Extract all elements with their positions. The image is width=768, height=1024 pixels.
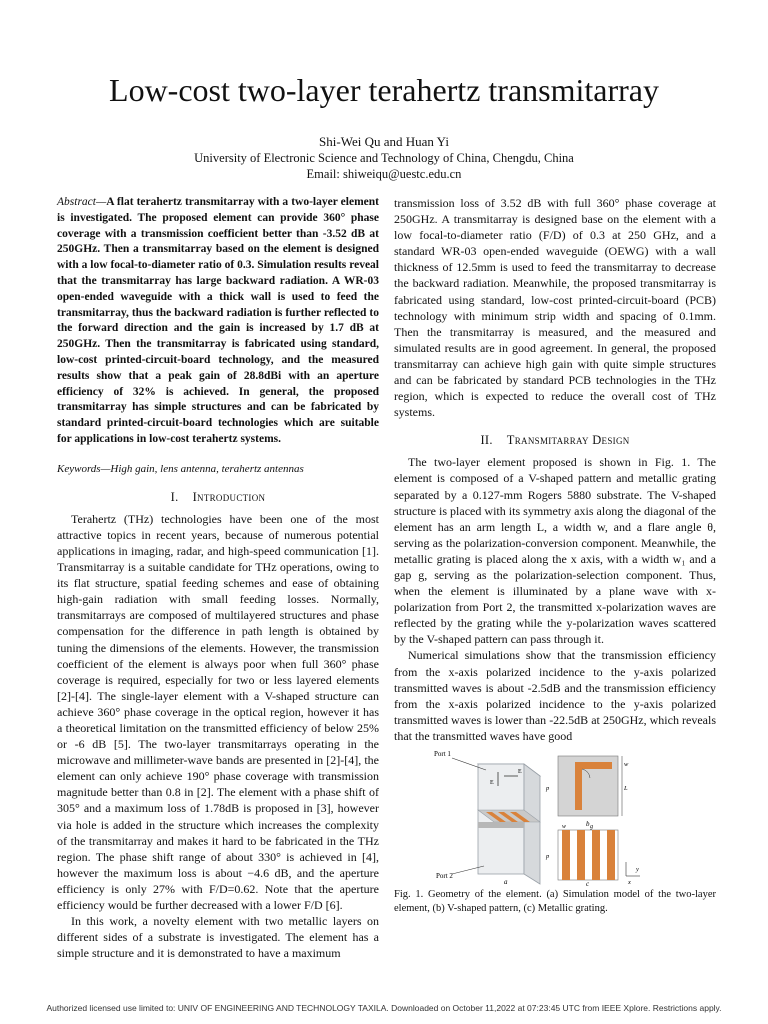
figure-1 [394, 750, 716, 886]
design-paragraph-2: Numerical simulations show that the transmission efficiency from the x-axis polarized incidence to the y-axis polarized transmitted waves is about -2.5dB and the transmission efficiency from the x-axis polarized incidence to the y-axis polarized transmitted waves is lower than -22.5dB at 250GHz, which reveals that the transmitted waves have good [394, 648, 716, 743]
dim-p-label-c: p [546, 853, 550, 860]
dim-g-label: g [590, 824, 593, 830]
figure-1-graphic [394, 750, 716, 886]
grating-strip-c [592, 830, 600, 880]
grating-strip-c [607, 830, 615, 880]
section-number: II. [480, 433, 493, 448]
design-paragraph-1: The two-layer element proposed is shown in Fig. 1. The element is composed of a V-shaped pattern and metallic grating separated by a 0.127-mm Rogers 5880 substrate. The V-shaped structure is placed with its symmetry axis along the diagonal of the element has an arm length L, a width w, and a flare angle θ, serving as the polarization-conversion component. Meanwhile, the metallic grating is placed along the x axis, with a width w₁ and a gap g, serving as the polarization-selection component. Thus, when the element is illuminated by a plane wave with x-polarization from Port 2, the transmitted x-polarization waves are reflected by the grating while the y-polarization waves scattered by the V-shaped pattern can pass through it. [394, 455, 716, 647]
v-shaped-pattern [545, 756, 629, 828]
right-column [394, 195, 716, 916]
subfig-label-b: b [586, 820, 590, 828]
substrate-edge [478, 822, 524, 828]
author-email: Email: shiweiqu@uestc.edu.cn [306, 167, 462, 181]
intro-paragraph-1: Terahertz (THz) technologies have been one of the most attractive topics in recent years, because of numerous potential applications in imaging, radar, and high-speed communication [1]. Transmitarray is a suitable candidate for THz operations, owing to its flat structure, spatial feeding schemes and ease of obtaining high-gain radiation with small feeding losses. Normally, transmitarrays are composed of multilayered structures and phase compensation for the difference in path length is obtained by tuning the dimensions of the elements. However, the transmission coefficient of the element is always poor when full 360° phase coverage is required, especially for two or less layered elements [2]-[4]. The single-layer element with a V-shaped structure can achieve 360° phase coverage in the optical region, however it has a theoretical limitation on the transmitted efficiency of below 25% or -6 dB [5]. The two-layer transmitarrays operating in the microwave and millimeter-wave bands are presented in [2]-[4], the element can only achieve 190° phase coverage with transmission magnitude better than 0.8 in [2]. The element with a phase shift of 305° and a maximum loss of 1.78dB is proposed in [3], however via hole is added in the structure which increases the complexity of the transmitarray and makes it hard to be fabricated in the THz region. The phase shift range of about 330° is achieved in [4], however the maximum loss is about −4.6 dB, and the aperture efficiency is only 27% with F/D=0.62. Note that the aperture efficiency would be further decreased with a lower F/D [6]. [57, 511, 379, 912]
simulation-model [434, 750, 540, 886]
author-list: Shi-Wei Qu and Huan Yi [319, 134, 449, 149]
section-number: I. [170, 489, 179, 504]
section-title: Transmitarray Design [506, 433, 630, 448]
section-heading-intro [57, 489, 379, 505]
ex-label: E [518, 769, 522, 775]
abstract-text: A flat terahertz transmitarray with a two-layer element is investigated. The proposed element can provide 360° phase coverage with a transmission coefficient better than -3.52 dB at 250GHz. Then a transmitarray based on the element is designed with a low focal-to-diameter ratio of 0.3. Simulation results reveal that the transmitarray has large backward radiation. A WR-03 open-ended waveguide with a thick wall is used to feed the transmitarray, thus the backward radiation is further reflected to the forward direction and the gain is increased by 1.7 dB at 250GHz. Then the transmitarray is fabricated using standard, low-cost printed-circuit-board technology, and the measured results show that a peak gain of 28.8dBi with an aperture efficiency of 32% is achieved. In general, the proposed transmitarray has simple structures and can be fabricated by standard printed-circuit-board technologies which are suitable for applications in low-cost terahertz systems. [57, 196, 379, 445]
abstract-lead: Abstract— [57, 196, 107, 208]
dim-w-label: w [624, 761, 629, 768]
port1-label: Port 1 [434, 750, 451, 758]
grating-strip-c [577, 830, 585, 880]
abstract [57, 195, 379, 448]
left-column [57, 195, 379, 961]
ey-label: E [490, 780, 494, 786]
intro-paragraph-3: transmission loss of 3.52 dB with full 360° phase coverage at 250GHz. A transmitarray is designed base on the element with a low focal-to-diameter ratio (F/D) of 0.3 at 250 GHz, and a standard WR-03 open-ended waveguide (OEWG) with a wall thickness of 12.5mm is used to feed the transmitarray to decrease the backward radiation. Meanwhile, the proposed transmitarray is fabricated using standard, low-cost printed-circuit-board (PCB) technology with minimum strip width and spacing of 0.1mm. Then the transmitarray is measured, and the measured and simulated results are in good agreement. In general, the proposed transmitarray can achieve high gain with quite simple structures and can be fabricated by standard PCB technologies in the THz region, which is expected to reduce the overall cost of THz systems. [394, 196, 716, 420]
dim-p-label: p [546, 785, 550, 792]
dim-L-label: L [624, 785, 628, 792]
affiliation: University of Electronic Science and Technology of China, Chengdu, China [194, 151, 574, 165]
v-arm-vertical [575, 762, 582, 810]
download-footer: Authorized licensed use limited to: UNIV OF ENGINEERING AND TECHNOLOGY TAXILA. Downloaded on October 11,2022 at 07:23:45 UTC from IEEE Xplore. Restrictions apply. [46, 1003, 722, 1013]
intro-paragraph-2: In this work, a novelty element with two metallic layers on different sides of a substrate is investigated. The element has a simple structure and it is demonstrated to have a maximum [57, 914, 379, 961]
keywords: Keywords—High gain, lens antenna, terahertz antennas [57, 462, 304, 475]
dim-w1-label: w [562, 824, 567, 830]
axis-x-label: x [628, 879, 631, 886]
paper-title: Low-cost two-layer terahertz transmitarray [109, 72, 659, 108]
port2-label: Port 2 [436, 872, 453, 880]
section-title: Introduction [192, 489, 266, 504]
subfig-label-a: a [504, 878, 508, 886]
grating-strip-c [562, 830, 570, 880]
axis-y-label: y [636, 866, 639, 873]
subfig-label-c: c [586, 880, 590, 886]
box-side-face [524, 764, 540, 884]
section-heading-design [394, 432, 716, 448]
figure-1-caption: Fig. 1. Geometry of the element. (a) Simulation model of the two-layer element, (b) V-shaped pattern, (c) Metallic grating. [394, 889, 716, 914]
metallic-grating [545, 824, 640, 886]
